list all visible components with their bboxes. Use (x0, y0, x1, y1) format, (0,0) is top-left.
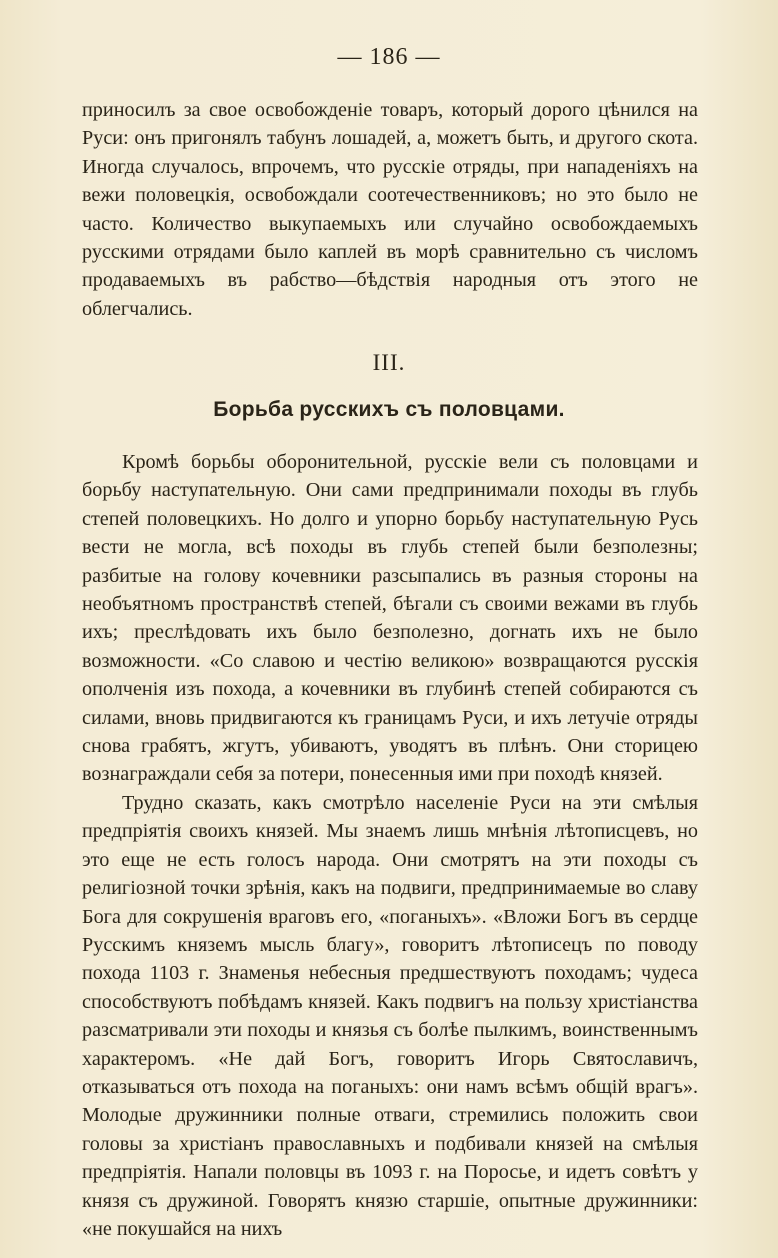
text-block-top (82, 96, 698, 323)
text-block-main (82, 448, 698, 1243)
paragraph: приносилъ за свое освобожденіе товаръ, который дорого цѣнился на Руси: онъ пригонялъ табунъ лошадей, а, можетъ быть, и другого скота. Иногда случалось, впрочемъ, что русскіе отряды, при нападеніяхъ на вежи половецкія, освобождали соотечественниковъ; но это было не часто. Количество выкупаемыхъ или случайно освобождаемыхъ русскими отрядами было каплей въ морѣ сравнительно съ числомъ продаваемыхъ въ рабство—бѣдствія народныя отъ этого не облегчались. (82, 99, 698, 320)
paragraph: Кромѣ борьбы оборонительной, русскіе вели съ половцами и борьбу наступательную. Они сами предпринимали походы въ глубь степей половецкихъ. Но долго и упорно борьбу наступательную Русь вести не могла, всѣ походы въ глубь степей были безполезны; разбитые на голову кочевники разсыпались въ разныя стороны на необъятномъ пространствѣ степей, бѣгали съ своими вежами въ глубь ихъ; преслѣдовать ихъ было безполезно, догнать ихъ не было возможности. «Со славою и честію великою» возвращаются русскія ополченія изъ похода, а кочевники въ глубинѣ степей собираются съ силами, вновь придвигаются къ границамъ Руси, и ихъ летучіе отряды снова грабятъ, жгутъ, убиваютъ, уводятъ въ плѣнъ. Они сторицею вознаграждали себя за потери, понесенныя ими при походѣ князей. (82, 451, 698, 786)
paragraph: Трудно сказать, какъ смотрѣло населеніе Руси на эти смѣлыя предпріятія своихъ князей. Мы знаемъ лишь мнѣнія лѣтописцевъ, но это еще не есть голосъ народа. Они смотрятъ на эти походы съ религіозной точки зрѣнія, какъ на подвиги, предпринимаемые во славу Бога для сокрушенія враговъ его, «поганыхъ». «Вложи Богъ въ сердце Русскимъ княземъ мысль благу», говоритъ лѣтописецъ по поводу похода 1103 г. Знаменья небесныя предшествуютъ походамъ; чудеса способствуютъ побѣдамъ князей. Какъ подвигъ на пользу христіанства разсматривали эти походы и князья съ болѣе пылкимъ, воинственнымъ характеромъ. «Не дай Богъ, говоритъ Игорь Святославичъ, отказываться отъ похода на поганыхъ: они намъ всѣмъ общій врагъ». Молодые дружинники полные отваги, стремились положить свои головы за христіанъ православныхъ и подбивали князей на смѣлыя предпріятія. Напали половцы въ 1093 г. на Поросье, и идетъ совѣтъ у князя съ дружиной. Говорятъ князю старшіе, опытные дружинники: «не покушайся на нихъ (82, 791, 698, 1240)
section-number: III. (372, 350, 406, 375)
section-title: Борьба русскихъ съ половцами. (213, 398, 565, 421)
page-number: — 186 — (337, 44, 441, 70)
